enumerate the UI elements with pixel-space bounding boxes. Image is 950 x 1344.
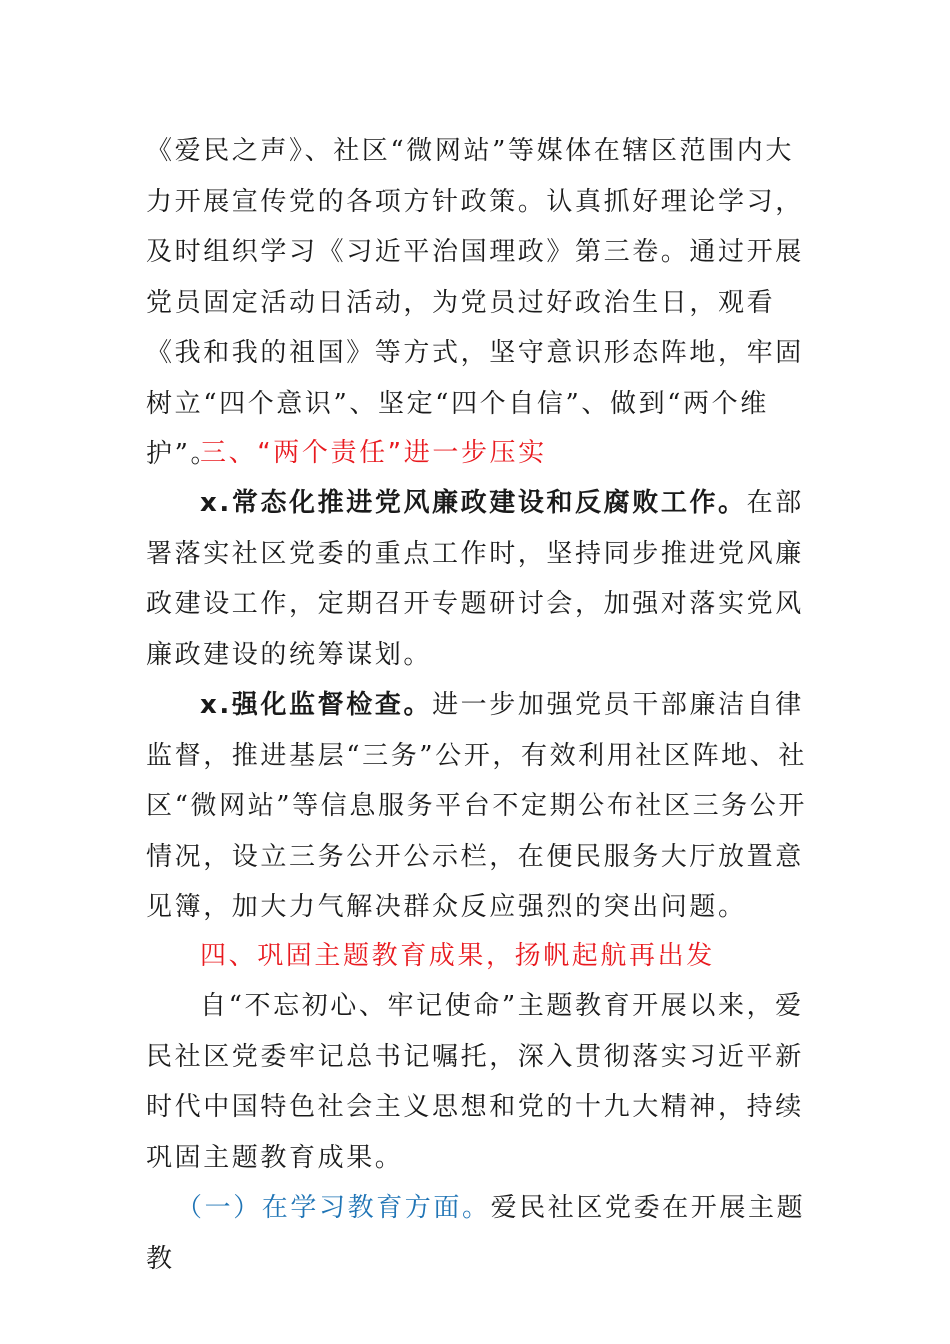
paragraph-lead: x.强化监督检查。 bbox=[200, 690, 433, 720]
paragraph-supervision bbox=[146, 680, 810, 933]
paragraph-propaganda bbox=[146, 126, 810, 480]
paragraph-text: 进一步加强党员干部廉洁自律监督，推进基层“三务”公开，有效利用社区阵地、社区“微网站”等信息服务平台不定期公布社区三务公开情况，设立三务公开公示栏，在便民服务大厅放置意见簿，加大力气解决群众反应强烈的突出问题。 bbox=[146, 690, 807, 922]
section-heading-four bbox=[146, 931, 810, 982]
paragraph-theme-education bbox=[146, 981, 810, 1183]
heading-text: 四、巩固主题教育成果，扬帆起航再出发 bbox=[200, 941, 715, 971]
section-heading-three bbox=[146, 428, 810, 479]
paragraph-anticorruption bbox=[146, 478, 810, 680]
paragraph-text: 爱民社区党委在开展主题教 bbox=[146, 1193, 806, 1274]
paragraph-text: 自“不忘初心、牢记使命”主题教育开展以来，爱民社区党委牢记总书记嘱托，深入贯彻落实习近平新时代中国特色社会主义思想和党的十九大精神，持续巩固主题教育成果。 bbox=[146, 991, 804, 1173]
paragraph-learning bbox=[146, 1183, 810, 1284]
subheading-lead: （一）在学习教育方面。 bbox=[176, 1193, 491, 1223]
paragraph-text: 《爱民之声》、社区“微网站”等媒体在辖区范围内大力开展宣传党的各项方针政策。认真抓好理论学习，及时组织学习《习近平治国理政》第三卷。通过开展党员固定活动日活动，为党员过好政治生日，观看《我和我的祖国》等方式，坚守意识形态阵地，牢固树立“四个意识”、坚定“四个自信”、做到“两个维护”。 bbox=[146, 136, 804, 469]
paragraph-lead: x.常态化推进党风廉政建设和反腐败工作。 bbox=[200, 488, 747, 518]
heading-text: 三、“两个责任”进一步压实 bbox=[200, 438, 547, 468]
paragraph-text: 在部署落实社区党委的重点工作时，坚持同步推进党风廉政建设工作，定期召开专题研讨会，加强对落实党风廉政建设的统筹谋划。 bbox=[146, 488, 804, 670]
